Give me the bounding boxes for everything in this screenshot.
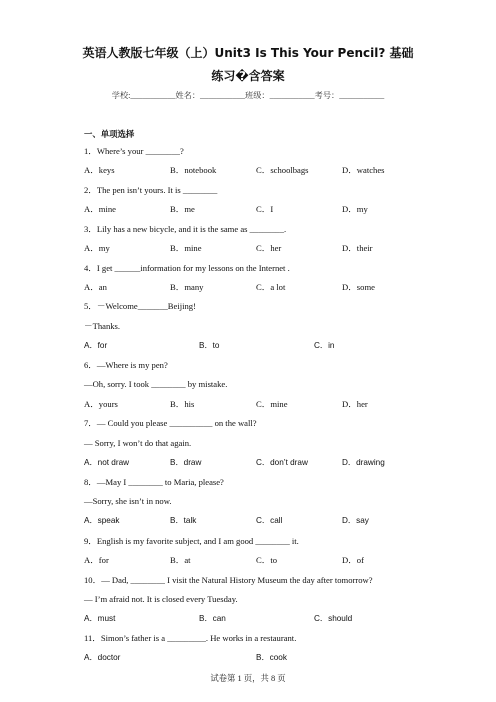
- question-stem: 6．—Where is my pen?: [84, 360, 168, 370]
- option-b: B．at: [170, 555, 191, 565]
- question-stem: 4．I get ______information for my lessons on the Internet .: [84, 263, 290, 273]
- option-a: A．doctor: [84, 653, 121, 662]
- option-c: C．a lot: [256, 282, 286, 292]
- question-stem: 9．English is my favorite subject, and I am good ________ it.: [84, 536, 299, 546]
- question-stem: 10．— Dad, ________ I visit the Natural History Museum the day after tomorrow?: [84, 575, 373, 585]
- option-b: B．many: [170, 282, 204, 292]
- option-a: A．an: [84, 282, 107, 292]
- option-b: B．notebook: [170, 165, 217, 175]
- question-stem: 8．—May I ________ to Maria, please?: [84, 477, 224, 487]
- option-b: B．his: [170, 399, 195, 409]
- option-c: C．mine: [256, 399, 288, 409]
- option-d: D．watches: [342, 165, 385, 175]
- page-title-line-1: 英语人教版七年级（上）Unit3 Is This Your Pencil? 基础: [82, 46, 414, 60]
- option-c: C．I: [256, 204, 274, 214]
- question-stem: 2．The pen isn’t yours. It is ________: [84, 185, 218, 195]
- option-d: D．of: [342, 555, 364, 565]
- option-a: A．my: [84, 243, 110, 253]
- question-stem: 11．Simon’s father is a _________. He works in a restaurant.: [84, 633, 297, 643]
- option-d: D．drawing: [342, 458, 385, 467]
- option-c: C．should: [314, 614, 353, 623]
- question-stem: 7．— Could you please __________ on the wall?: [84, 418, 257, 428]
- option-c: C．in: [314, 341, 335, 350]
- option-d: D．say: [342, 516, 369, 525]
- option-a: A．yours: [84, 399, 118, 409]
- option-b: B．can: [199, 614, 226, 623]
- option-d: D．my: [342, 204, 368, 214]
- option-b: B．cook: [256, 653, 287, 662]
- question-stem: 3．Lily has a new bicycle, and it is the same as ________.: [84, 224, 287, 234]
- option-a: A．for: [84, 341, 108, 350]
- option-a: A．speak: [84, 516, 120, 525]
- page-title-line-2: 练习�含答案: [211, 69, 285, 83]
- option-c: C．to: [256, 555, 278, 565]
- option-d: D．her: [342, 399, 368, 409]
- question-stem: 1．Where’s your ________?: [84, 146, 184, 156]
- question-stem-line-2: －Thanks.: [84, 321, 121, 331]
- question-stem-line-2: — Sorry, I won’t do that again.: [84, 438, 192, 448]
- option-c: C．call: [256, 516, 283, 525]
- option-a: A．mine: [84, 204, 116, 214]
- option-a: A．must: [84, 614, 116, 623]
- question-stem-line-2: —Sorry, she isn’t in now.: [84, 496, 172, 506]
- option-c: C．don’t draw: [256, 458, 308, 467]
- question-stem-line-2: — I’m afraid not. It is closed every Tuesday.: [84, 594, 238, 604]
- option-d: D．some: [342, 282, 375, 292]
- question-stem: 5．－Welcome_______Beijing!: [84, 301, 196, 311]
- option-c: C．schoolbags: [256, 165, 309, 175]
- student-info-line: 学校:___________姓名：___________班级：___________考号：___________: [111, 91, 385, 100]
- option-c: C．her: [256, 243, 282, 253]
- section-title: 一、单项选择: [84, 129, 135, 139]
- option-d: D．their: [342, 243, 373, 253]
- option-a: A．not draw: [84, 458, 130, 467]
- question-stem-line-2: —Oh, sorry. I took ________ by mistake.: [84, 379, 228, 389]
- option-b: B．me: [170, 204, 195, 214]
- option-a: A．keys: [84, 165, 115, 175]
- option-a: A．for: [84, 555, 109, 565]
- option-b: B．draw: [170, 458, 202, 467]
- option-b: B．to: [199, 341, 220, 350]
- option-b: B．mine: [170, 243, 202, 253]
- option-b: B．talk: [170, 516, 197, 525]
- page-footer: 试卷第 1 页，共 8 页: [210, 674, 286, 683]
